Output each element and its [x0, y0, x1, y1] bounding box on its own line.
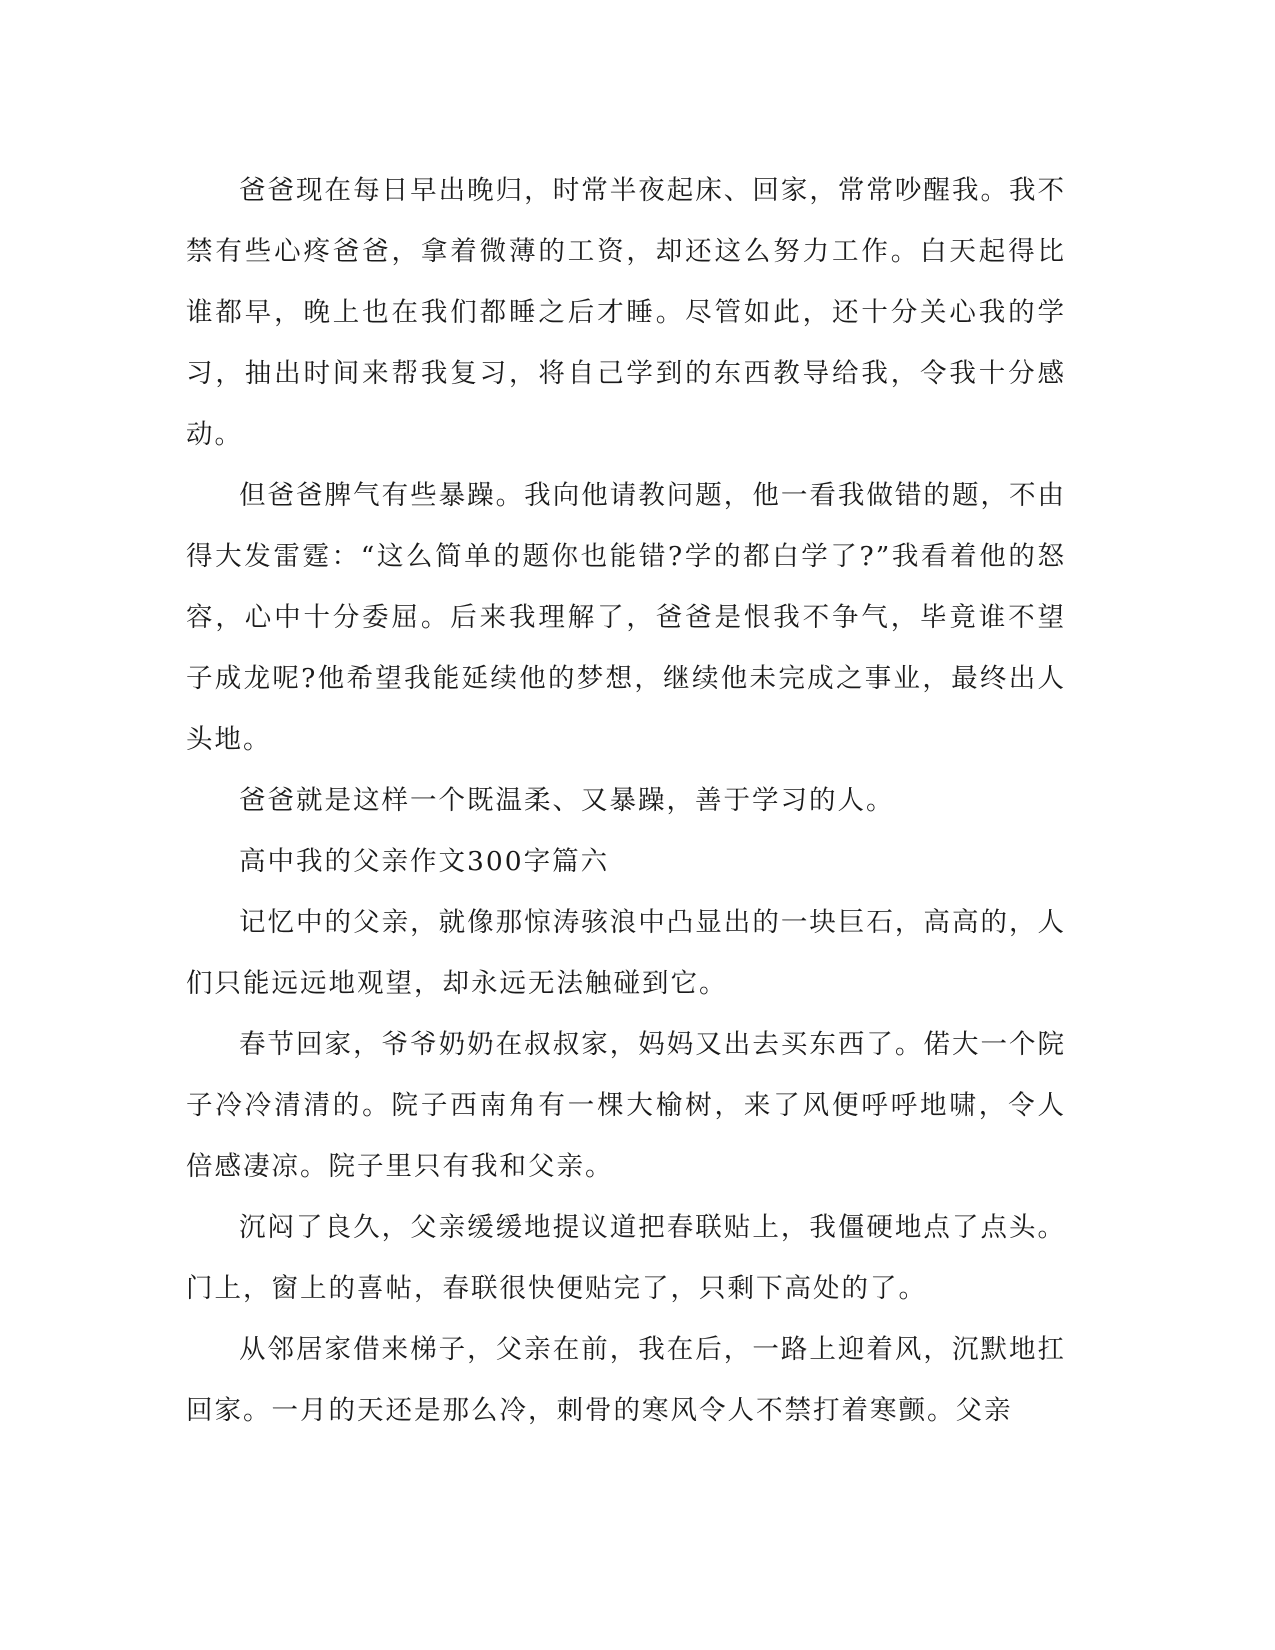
document-body [186, 160, 1066, 1441]
paragraph-3: 爸爸就是这样一个既温柔、又暴躁，善于学习的人。 [239, 785, 895, 816]
paragraph-6: 沉闷了良久，父亲缓缓地提议道把春联贴上，我僵硬地点了点头。门上，窗上的喜帖，春联很快便贴完了，只剩下高处的了。 [186, 1212, 1066, 1304]
paragraph-2: 但爸爸脾气有些暴躁。我向他请教问题，他一看我做错的题，不由得大发雷霆：“这么简单的题你也能错?学的都白学了?”我看着他的怒容，心中十分委屈。后来我理解了，爸爸是恨我不争气，毕竟谁不望子成龙呢?他希望我能延续他的梦想，继续他未完成之事业，最终出人头地。 [186, 480, 1066, 755]
paragraph-4: 记忆中的父亲，就像那惊涛骇浪中凸显出的一块巨石，高高的，人们只能远远地观望，却永远无法触碰到它。 [186, 907, 1066, 999]
paragraph-1: 爸爸现在每日早出晚归，时常半夜起床、回家，常常吵醒我。我不禁有些心疼爸爸，拿着微薄的工资，却还这么努力工作。白天起得比谁都早，晚上也在我们都睡之后才睡。尽管如此，还十分关心我的学习，抽出时间来帮我复习，将自己学到的东西教导给我，令我十分感动。 [186, 175, 1066, 450]
paragraph-7: 从邻居家借来梯子，父亲在前，我在后，一路上迎着风，沉默地扛回家。一月的天还是那么冷，刺骨的寒风令人不禁打着寒颤。父亲 [186, 1334, 1066, 1426]
paragraph-5: 春节回家，爷爷奶奶在叔叔家，妈妈又出去买东西了。偌大一个院子冷冷清清的。院子西南角有一棵大榆树，来了风便呼呼地啸，令人倍感凄凉。院子里只有我和父亲。 [186, 1029, 1066, 1182]
section-heading: 高中我的父亲作文300字篇六 [239, 846, 610, 877]
